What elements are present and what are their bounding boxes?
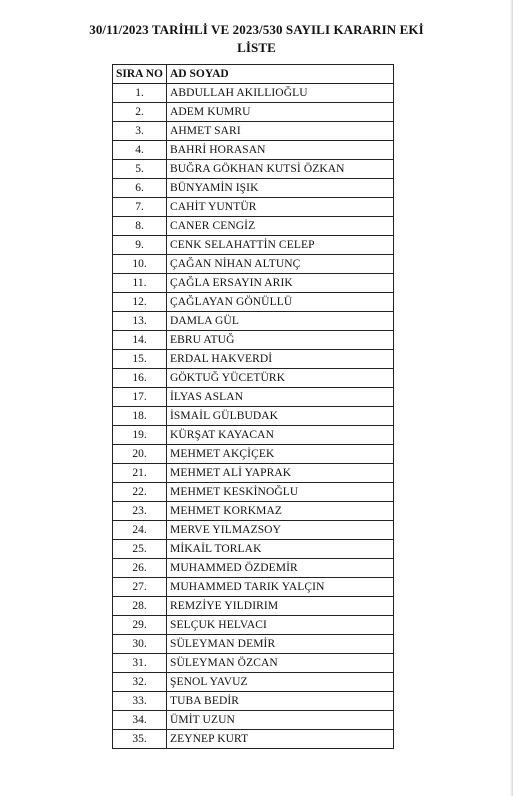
row-full-name: ŞENOL YAVUZ xyxy=(167,673,394,692)
table-row xyxy=(113,103,394,122)
row-full-name: SÜLEYMAN ÖZCAN xyxy=(167,654,394,673)
table-row xyxy=(113,559,394,578)
table-row xyxy=(113,274,394,293)
row-full-name: TUBA BEDİR xyxy=(167,692,394,711)
table-row xyxy=(113,426,394,445)
row-number: 5. xyxy=(113,160,167,179)
row-full-name: MERVE YILMAZSOY xyxy=(167,521,394,540)
row-full-name: ÇAĞLAYAN GÖNÜLLÜ xyxy=(167,293,394,312)
title-line-2: LİSTE xyxy=(237,40,276,55)
row-full-name: İLYAS ASLAN xyxy=(167,388,394,407)
table-row xyxy=(113,635,394,654)
row-full-name: ZEYNEP KURT xyxy=(167,730,394,749)
row-number: 22. xyxy=(113,483,167,502)
row-number: 9. xyxy=(113,236,167,255)
row-full-name: BAHRİ HORASAN xyxy=(167,141,394,160)
table-row xyxy=(113,407,394,426)
row-full-name: ERDAL HAKVERDİ xyxy=(167,350,394,369)
row-full-name: KÜRŞAT KAYACAN xyxy=(167,426,394,445)
row-number: 32. xyxy=(113,673,167,692)
table-row xyxy=(113,502,394,521)
name-list-table xyxy=(112,64,394,749)
table-row xyxy=(113,331,394,350)
row-full-name: GÖKTUĞ YÜCETÜRK xyxy=(167,369,394,388)
table-row xyxy=(113,369,394,388)
table-row xyxy=(113,692,394,711)
row-number: 4. xyxy=(113,141,167,160)
table-row xyxy=(113,122,394,141)
row-full-name: MEHMET ALİ YAPRAK xyxy=(167,464,394,483)
row-full-name: CANER CENGİZ xyxy=(167,217,394,236)
table-row xyxy=(113,521,394,540)
row-full-name: DAMLA GÜL xyxy=(167,312,394,331)
table-row xyxy=(113,312,394,331)
row-number: 14. xyxy=(113,331,167,350)
header-sira-no: SIRA NO xyxy=(113,65,167,84)
table-row xyxy=(113,141,394,160)
row-number: 2. xyxy=(113,103,167,122)
table-row xyxy=(113,236,394,255)
row-full-name: MİKAİL TORLAK xyxy=(167,540,394,559)
table-row xyxy=(113,654,394,673)
row-full-name: BÜNYAMİN IŞIK xyxy=(167,179,394,198)
table-header-row xyxy=(113,65,394,84)
row-number: 33. xyxy=(113,692,167,711)
document-title xyxy=(0,21,513,57)
row-number: 17. xyxy=(113,388,167,407)
table-row xyxy=(113,483,394,502)
row-number: 10. xyxy=(113,255,167,274)
header-ad-soyad: AD SOYAD xyxy=(167,65,394,84)
table-row xyxy=(113,616,394,635)
row-full-name: MEHMET KESKİNOĞLU xyxy=(167,483,394,502)
title-line-1: 30/11/2023 TARİHLİ VE 2023/530 SAYILI KARARIN EKİ xyxy=(89,22,424,37)
table-row xyxy=(113,160,394,179)
row-number: 8. xyxy=(113,217,167,236)
row-full-name: CAHİT YUNTÜR xyxy=(167,198,394,217)
row-full-name: CENK SELAHATTİN CELEP xyxy=(167,236,394,255)
row-full-name: ÇAĞLA ERSAYIN ARIK xyxy=(167,274,394,293)
row-number: 1. xyxy=(113,84,167,103)
row-full-name: AHMET SARI xyxy=(167,122,394,141)
row-full-name: ÜMİT UZUN xyxy=(167,711,394,730)
row-full-name: SÜLEYMAN DEMİR xyxy=(167,635,394,654)
row-full-name: İSMAİL GÜLBUDAK xyxy=(167,407,394,426)
row-full-name: MUHAMMED ÖZDEMİR xyxy=(167,559,394,578)
table-row xyxy=(113,84,394,103)
row-number: 31. xyxy=(113,654,167,673)
row-number: 3. xyxy=(113,122,167,141)
row-number: 7. xyxy=(113,198,167,217)
table-row xyxy=(113,198,394,217)
table-row xyxy=(113,730,394,749)
row-number: 12. xyxy=(113,293,167,312)
row-full-name: REMZİYE YILDIRIM xyxy=(167,597,394,616)
row-full-name: ADEM KUMRU xyxy=(167,103,394,122)
table-row xyxy=(113,578,394,597)
row-full-name: MEHMET KORKMAZ xyxy=(167,502,394,521)
row-full-name: ABDULLAH AKILLIOĞLU xyxy=(167,84,394,103)
table-row xyxy=(113,673,394,692)
row-full-name: SELÇUK HELVACI xyxy=(167,616,394,635)
row-full-name: MEHMET AKÇİÇEK xyxy=(167,445,394,464)
row-number: 6. xyxy=(113,179,167,198)
table-body xyxy=(113,84,394,749)
row-number: 35. xyxy=(113,730,167,749)
table-row xyxy=(113,350,394,369)
row-number: 29. xyxy=(113,616,167,635)
row-number: 28. xyxy=(113,597,167,616)
table-row xyxy=(113,293,394,312)
row-number: 23. xyxy=(113,502,167,521)
table-row xyxy=(113,255,394,274)
row-number: 34. xyxy=(113,711,167,730)
table-row xyxy=(113,217,394,236)
row-number: 15. xyxy=(113,350,167,369)
row-full-name: MUHAMMED TARIK YALÇIN xyxy=(167,578,394,597)
table-row xyxy=(113,711,394,730)
table-row xyxy=(113,179,394,198)
row-number: 18. xyxy=(113,407,167,426)
row-number: 11. xyxy=(113,274,167,293)
row-number: 27. xyxy=(113,578,167,597)
row-number: 16. xyxy=(113,369,167,388)
table-row xyxy=(113,445,394,464)
row-full-name: EBRU ATUĞ xyxy=(167,331,394,350)
row-number: 25. xyxy=(113,540,167,559)
row-full-name: ÇAĞAN NİHAN ALTUNÇ xyxy=(167,255,394,274)
table-row xyxy=(113,388,394,407)
row-number: 19. xyxy=(113,426,167,445)
table-row xyxy=(113,540,394,559)
row-number: 30. xyxy=(113,635,167,654)
row-number: 26. xyxy=(113,559,167,578)
table-row xyxy=(113,597,394,616)
row-full-name: BUĞRA GÖKHAN KUTSİ ÖZKAN xyxy=(167,160,394,179)
row-number: 13. xyxy=(113,312,167,331)
row-number: 20. xyxy=(113,445,167,464)
row-number: 21. xyxy=(113,464,167,483)
row-number: 24. xyxy=(113,521,167,540)
table-row xyxy=(113,464,394,483)
